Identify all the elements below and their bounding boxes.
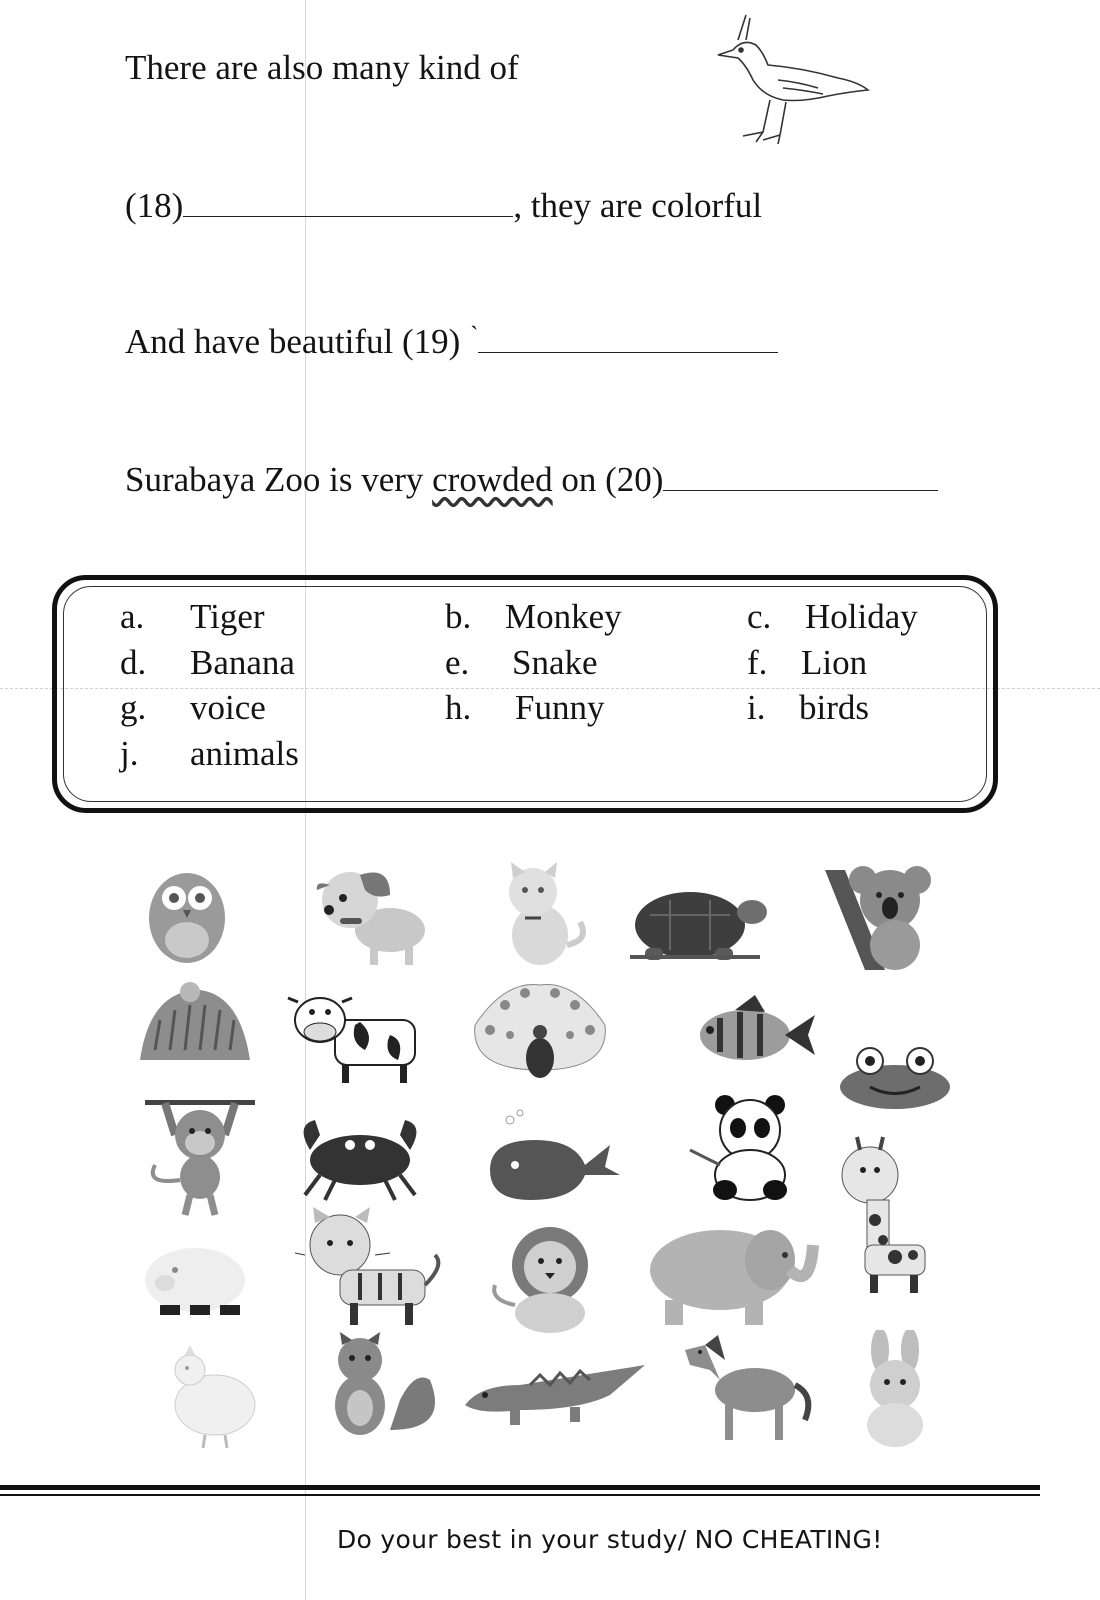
- footer-rule-thin: [0, 1494, 1040, 1496]
- peacock-icon: [465, 980, 615, 1090]
- choice-d: d. Banana: [120, 643, 295, 682]
- choice-e: e. Snake: [445, 643, 598, 682]
- rabbit-icon: [835, 1330, 955, 1450]
- hedgehog-icon: [130, 980, 280, 1090]
- koala-icon: [815, 860, 965, 970]
- answer-blank-19[interactable]: [478, 351, 778, 353]
- crab-icon: [295, 1105, 445, 1215]
- animal-picture-grid: [130, 860, 960, 1450]
- choice-f: f. Lion: [747, 643, 868, 682]
- choice-j: j. animals: [120, 734, 299, 773]
- choice-g: g. voice: [120, 688, 266, 727]
- underlined-word: crowded: [432, 460, 553, 499]
- sentence-17: There are also many kind of: [125, 48, 519, 87]
- bird-illustration: [708, 10, 883, 145]
- tiger-icon: [295, 1205, 445, 1335]
- crocodile-icon: [460, 1355, 650, 1435]
- choice-b: b. Monkey: [445, 597, 622, 636]
- turtle-icon: [620, 860, 770, 970]
- owl-icon: [130, 860, 280, 970]
- squirrel-icon: [310, 1330, 460, 1450]
- elephant-icon: [635, 1215, 820, 1330]
- giraffe-icon: [825, 1135, 975, 1295]
- whale-icon: [475, 1105, 625, 1215]
- fish-icon: [680, 980, 830, 1090]
- panda-icon: [680, 1095, 830, 1205]
- cat-icon: [475, 860, 625, 970]
- choice-c: c. Holiday: [747, 597, 918, 636]
- sentence-19: And have beautiful (19) `: [125, 322, 778, 362]
- cow-icon: [280, 980, 430, 1090]
- answer-blank-18[interactable]: [183, 215, 513, 217]
- sentence-20: Surabaya Zoo is very crowded on (20): [125, 460, 938, 500]
- answer-blank-20[interactable]: [663, 489, 938, 491]
- choice-h: h. Funny: [445, 688, 605, 727]
- choice-a: a. Tiger: [120, 597, 265, 636]
- choice-i: i. birds: [747, 688, 869, 727]
- lion-icon: [475, 1225, 625, 1335]
- pig-icon: [130, 1235, 280, 1345]
- horse-icon: [670, 1330, 820, 1450]
- footer-message: Do your best in your study/ NO CHEATING!: [337, 1525, 883, 1554]
- chicken-icon: [155, 1340, 305, 1450]
- footer-rule-thick: [0, 1485, 1040, 1490]
- sentence-18: (18) , they are colorful: [125, 186, 763, 225]
- frog-icon: [820, 1045, 970, 1115]
- dog-icon: [295, 860, 445, 970]
- monkey-icon: [135, 1095, 285, 1220]
